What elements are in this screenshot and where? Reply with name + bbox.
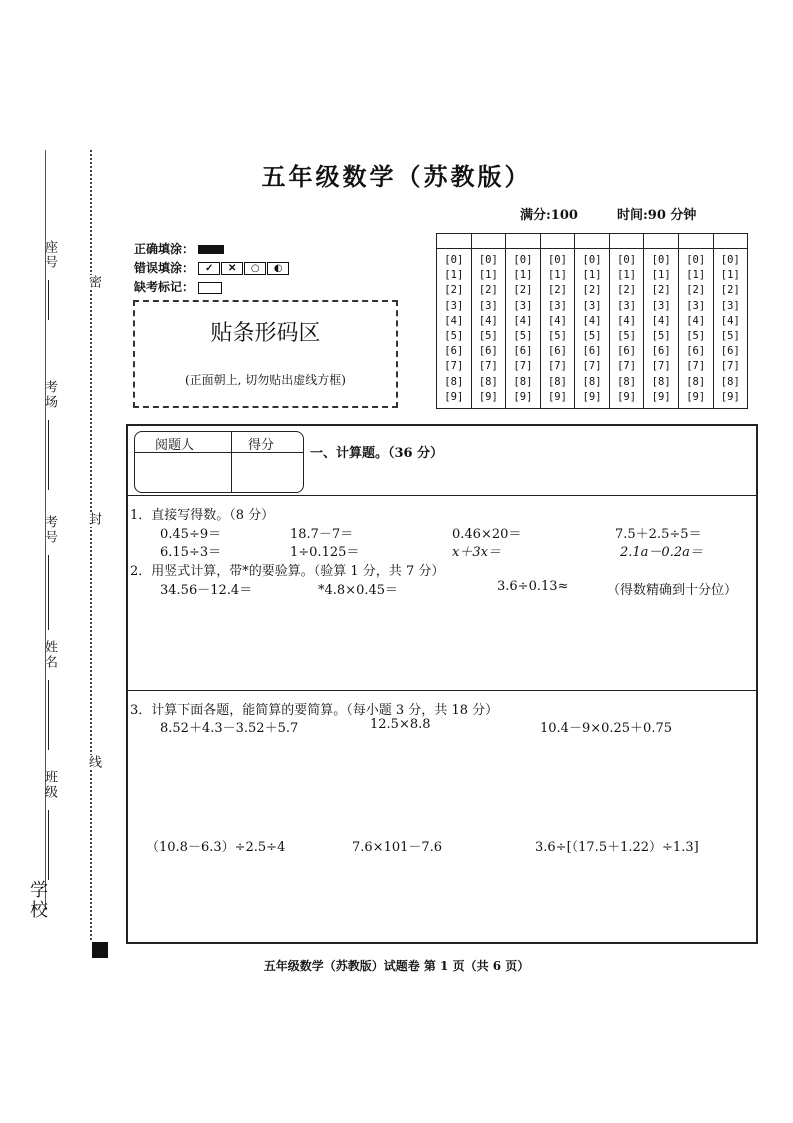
id-digit-bubble[interactable]: [9]	[513, 390, 533, 403]
id-digit-bubble[interactable]: [1]	[513, 269, 533, 282]
id-digit-bubble[interactable]: [5]	[478, 329, 498, 342]
id-digit-bubble[interactable]: [1]	[617, 269, 637, 282]
id-digit-bubble[interactable]: [2]	[720, 284, 740, 297]
id-digit-bubble[interactable]: [5]	[686, 329, 706, 342]
id-digit-bubble[interactable]: [7]	[617, 360, 637, 373]
q3-item: 3.6÷[（17.5＋1.22）÷1.3]	[535, 840, 699, 855]
id-column	[610, 234, 645, 408]
id-digit-bubble[interactable]: [2]	[617, 284, 637, 297]
id-column	[644, 234, 679, 408]
id-digit-bubble[interactable]: [4]	[444, 314, 464, 327]
id-digit-bubble[interactable]: [6]	[617, 345, 637, 358]
id-column-write-cell[interactable]	[506, 234, 540, 249]
id-digit-bubble[interactable]: [4]	[651, 314, 671, 327]
absent-mark-row	[134, 278, 222, 295]
q2-item: *4.8×0.45＝	[318, 583, 399, 598]
id-digit-bubble[interactable]: [7]	[547, 360, 567, 373]
score-cell[interactable]	[233, 455, 302, 491]
id-digit-bubble[interactable]: [3]	[720, 299, 740, 312]
id-column-write-cell[interactable]	[575, 234, 609, 249]
id-digit-bubble[interactable]: [4]	[547, 314, 567, 327]
q2-item: 3.6÷0.13≈	[497, 579, 569, 594]
school-label: 学校	[27, 880, 48, 920]
id-digit-bubble[interactable]: [2]	[444, 284, 464, 297]
seat-label: 座号	[42, 240, 57, 270]
q2-item: 34.56－12.4＝	[160, 583, 253, 598]
id-digit-bubble[interactable]: [0]	[513, 254, 533, 266]
barcode-title: 贴条形码区	[210, 321, 321, 346]
id-digit-bubble[interactable]: [7]	[651, 360, 671, 373]
q2-precision-note: （得数精确到十分位）	[607, 583, 738, 598]
id-digit-bubble[interactable]: [3]	[444, 299, 464, 312]
wrong-mark-circle-icon: ○	[244, 262, 266, 275]
q1-item: 0.46×20＝	[452, 527, 522, 542]
id-digit-bubble[interactable]: [5]	[651, 329, 671, 342]
id-digit-bubble[interactable]: [2]	[686, 284, 706, 297]
q2-title: 2．用竖式计算，带*的要验算。（验算 1 分，共 7 分）	[130, 564, 445, 579]
id-digit-bubble[interactable]: [5]	[444, 329, 464, 342]
absent-mark-box[interactable]	[198, 282, 222, 294]
page-footer: 五年级数学（苏教版）试题卷 第 1 页（共 6 页）	[263, 959, 530, 973]
name-label: 姓名	[42, 640, 57, 670]
id-digit-bubble[interactable]: [8]	[720, 375, 740, 388]
correct-fill-row	[134, 240, 224, 257]
id-digit-bubble[interactable]: [0]	[617, 254, 637, 266]
seal-feng: 封	[86, 512, 101, 527]
id-digit-bubble[interactable]: [8]	[444, 375, 464, 388]
wrong-mark-cross-icon: ✕	[221, 262, 243, 275]
id-column-write-cell[interactable]	[714, 234, 748, 249]
wrong-mark-half-icon: ◐	[267, 262, 289, 275]
q1-item: 0.45÷9＝	[160, 527, 222, 542]
id-digit-bubble[interactable]: [0]	[686, 254, 706, 266]
wrong-fill-label: 错误填涂：	[134, 261, 195, 275]
id-digit-bubble[interactable]: [3]	[617, 299, 637, 312]
seal-xian: 线	[86, 755, 101, 770]
id-digit-bubble[interactable]: [4]	[513, 314, 533, 327]
seal-fold-line	[90, 150, 92, 940]
id-digit-bubble[interactable]: [0]	[444, 254, 464, 266]
id-digit-bubble[interactable]: [8]	[513, 375, 533, 388]
id-digit-bubble[interactable]: [4]	[617, 314, 637, 327]
q3-item: 7.6×101－7.6	[352, 840, 443, 855]
id-digit-bubble[interactable]: [5]	[720, 329, 740, 342]
id-column-write-cell[interactable]	[472, 234, 506, 249]
barcode-note: (正面朝上, 切勿贴出虚线方框)	[185, 373, 346, 387]
id-digit-bubble[interactable]: [0]	[582, 254, 602, 266]
id-digit-bubble[interactable]: [8]	[547, 375, 567, 388]
id-digit-bubble[interactable]: [4]	[478, 314, 498, 327]
id-digit-bubble[interactable]: [8]	[686, 375, 706, 388]
id-column-write-cell[interactable]	[679, 234, 713, 249]
q1-item: 6.15÷3＝	[160, 545, 222, 560]
q3-item: 8.52＋4.3－3.52＋5.7	[160, 721, 299, 736]
id-digit-bubble[interactable]: [0]	[720, 254, 740, 266]
id-digit-bubble[interactable]: [7]	[478, 360, 498, 373]
id-digit-bubble[interactable]: [2]	[547, 284, 567, 297]
exam-no-label: 考号	[42, 515, 57, 545]
grader-table-divider	[231, 431, 232, 493]
q1-title: 1．直接写得数。（8 分）	[130, 508, 275, 523]
id-digit-bubble[interactable]: [1]	[686, 269, 706, 282]
seal-mi: 密	[86, 275, 101, 290]
id-digit-bubble[interactable]: [1]	[582, 269, 602, 282]
q1-item: 7.5＋2.5÷5＝	[615, 527, 702, 542]
exam-room-blank[interactable]	[48, 420, 49, 490]
id-column	[437, 234, 472, 408]
exam-room-label: 考场	[42, 380, 57, 410]
id-digit-bubble[interactable]: [9]	[686, 390, 706, 403]
id-digit-bubble[interactable]: [3]	[686, 299, 706, 312]
exam-time: 时间:90 分钟	[617, 208, 697, 223]
id-column	[575, 234, 610, 408]
q3-title: 3．计算下面各题，能简算的要简算。（每小题 3 分，共 18 分）	[130, 703, 499, 718]
exam-title: 五年级数学（苏教版）	[261, 162, 532, 191]
id-column-write-cell[interactable]	[541, 234, 575, 249]
id-digit-bubble[interactable]: [2]	[478, 284, 498, 297]
q3-answer-area-top[interactable]	[130, 736, 750, 826]
id-digit-bubble[interactable]: [6]	[513, 345, 533, 358]
id-digit-bubble[interactable]: [2]	[651, 284, 671, 297]
correct-fill-label: 正确填涂：	[134, 242, 195, 256]
id-digit-bubble[interactable]: [0]	[478, 254, 498, 266]
id-digit-bubble[interactable]: [3]	[513, 299, 533, 312]
q1-item: x＋3x＝	[452, 545, 501, 560]
id-digit-bubble[interactable]: [9]	[444, 390, 464, 403]
id-digit-bubble[interactable]: [3]	[651, 299, 671, 312]
reviewer-cell[interactable]	[136, 455, 230, 491]
id-digit-bubble[interactable]: [4]	[720, 314, 740, 327]
id-digit-bubble[interactable]: [7]	[720, 360, 740, 373]
id-digit-bubble[interactable]: [5]	[513, 329, 533, 342]
exam-no-blank[interactable]	[48, 555, 49, 630]
id-digit-bubble[interactable]: [8]	[582, 375, 602, 388]
id-digit-bubble[interactable]: [5]	[547, 329, 567, 342]
section1-heading: 一、计算题。（36 分）	[310, 446, 444, 461]
q3-item: 12.5×8.8	[370, 717, 431, 732]
id-column-write-cell[interactable]	[644, 234, 678, 249]
exam-id-grid	[436, 233, 748, 409]
id-digit-bubble[interactable]: [4]	[582, 314, 602, 327]
id-digit-bubble[interactable]: [5]	[582, 329, 602, 342]
id-digit-bubble[interactable]: [9]	[582, 390, 602, 403]
id-digit-bubble[interactable]: [6]	[444, 345, 464, 358]
wrong-fill-row	[134, 259, 290, 276]
id-digit-bubble[interactable]: [3]	[547, 299, 567, 312]
barcode-area	[133, 300, 398, 408]
id-digit-bubble[interactable]: [5]	[617, 329, 637, 342]
name-blank[interactable]	[48, 680, 49, 750]
id-digit-bubble[interactable]: [6]	[582, 345, 602, 358]
id-digit-bubble[interactable]: [3]	[478, 299, 498, 312]
class-label: 班级	[42, 770, 57, 800]
seat-blank[interactable]	[48, 280, 49, 320]
id-column	[679, 234, 714, 408]
id-column	[714, 234, 748, 408]
id-digit-bubble[interactable]: [9]	[720, 390, 740, 403]
id-column	[541, 234, 576, 408]
id-digit-bubble[interactable]: [1]	[547, 269, 567, 282]
q3-answer-area-bottom[interactable]	[130, 856, 750, 938]
id-digit-bubble[interactable]: [0]	[547, 254, 567, 266]
id-digit-bubble[interactable]: [6]	[720, 345, 740, 358]
id-digit-bubble[interactable]: [4]	[686, 314, 706, 327]
q3-item: 10.4－9×0.25＋0.75	[540, 721, 672, 736]
id-digit-bubble[interactable]: [6]	[478, 345, 498, 358]
correct-fill-mark	[198, 245, 224, 254]
id-column-write-cell[interactable]	[437, 234, 471, 249]
id-digit-bubble[interactable]: [9]	[651, 390, 671, 403]
score-time-line	[520, 204, 696, 223]
id-digit-bubble[interactable]: [7]	[582, 360, 602, 373]
section-divider-middle	[126, 690, 758, 691]
q1-item: 2.1a－0.2a＝	[620, 545, 703, 560]
section-divider-top	[126, 495, 758, 496]
id-digit-bubble[interactable]: [7]	[444, 360, 464, 373]
q1-item: 1÷0.125＝	[290, 545, 360, 560]
full-score: 满分:100	[520, 208, 578, 223]
id-digit-bubble[interactable]: [1]	[444, 269, 464, 282]
id-digit-bubble[interactable]: [6]	[651, 345, 671, 358]
class-blank[interactable]	[48, 810, 49, 880]
id-digit-bubble[interactable]: [1]	[478, 269, 498, 282]
q3-item: （10.8－6.3）÷2.5÷4	[146, 840, 286, 855]
id-digit-bubble[interactable]: [6]	[686, 345, 706, 358]
score-header: 得分	[248, 438, 275, 453]
wrong-mark-check-icon: ✓	[198, 262, 220, 275]
id-digit-bubble[interactable]: [8]	[478, 375, 498, 388]
id-digit-bubble[interactable]: [0]	[651, 254, 671, 266]
id-digit-bubble[interactable]: [7]	[513, 360, 533, 373]
alignment-mark	[92, 942, 108, 958]
id-digit-bubble[interactable]: [7]	[686, 360, 706, 373]
id-digit-bubble[interactable]: [9]	[617, 390, 637, 403]
id-column	[506, 234, 541, 408]
id-digit-bubble[interactable]: [1]	[651, 269, 671, 282]
id-digit-bubble[interactable]: [1]	[720, 269, 740, 282]
id-digit-bubble[interactable]: [3]	[582, 299, 602, 312]
absent-mark-label: 缺考标记：	[134, 280, 195, 294]
id-digit-bubble[interactable]: [2]	[582, 284, 602, 297]
id-digit-bubble[interactable]: [9]	[478, 390, 498, 403]
id-digit-bubble[interactable]: [8]	[617, 375, 637, 388]
id-digit-bubble[interactable]: [2]	[513, 284, 533, 297]
id-digit-bubble[interactable]: [9]	[547, 390, 567, 403]
reviewer-header: 阅题人	[155, 438, 195, 453]
q2-answer-area[interactable]	[130, 598, 750, 686]
id-digit-bubble[interactable]: [8]	[651, 375, 671, 388]
id-digit-bubble[interactable]: [6]	[547, 345, 567, 358]
id-column-write-cell[interactable]	[610, 234, 644, 249]
id-column	[472, 234, 507, 408]
q1-item: 18.7－7＝	[290, 527, 354, 542]
